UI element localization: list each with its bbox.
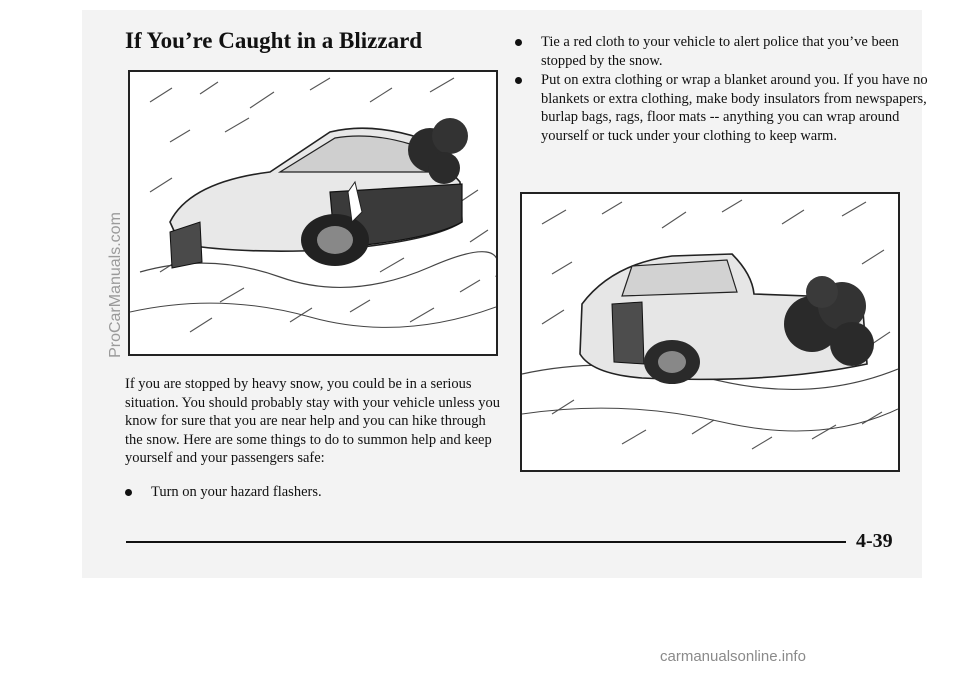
bullet-red-cloth: [515, 33, 926, 70]
car-in-blizzard-illustration: [128, 70, 498, 356]
page-title: If You’re Caught in a Blizzard: [125, 28, 423, 53]
bullet-text: Turn on your hazard flashers.: [151, 484, 322, 500]
intro-paragraph: If you are stopped by heavy snow, you could be in a serious situation. You should probably stay with your vehicle unless you know for sure that you are near help and you can hike through the snow. Here are some things to do to summon help and keep yourself and your passengers safe:: [125, 376, 500, 466]
side-watermark: [96, 195, 136, 375]
page-number: 4-39: [856, 530, 893, 552]
pickup-in-blizzard-illustration: [520, 192, 900, 472]
bullet-dot: [125, 489, 132, 496]
footer-rule: [126, 541, 846, 543]
bullet-text: Tie a red cloth to your vehicle to alert police that you’ve been stopped by the snow.: [541, 34, 899, 69]
bullet-dot: [515, 77, 522, 84]
bullet-hazard-flashers: [125, 483, 531, 502]
bottom-watermark: carmanualsonline.info: [660, 648, 806, 665]
bullet-dot: [515, 39, 522, 46]
car-in-blizzard-drawing: [130, 72, 496, 354]
pickup-in-blizzard-drawing: [522, 194, 898, 470]
bullet-text: Put on extra clothing or wrap a blanket around you. If you have no blankets or extra clothing, make body insulators from newspapers, burlap bags, rags, floor mats -- anything you can wrap around yourself or tuck under your clothing to keep warm.: [541, 72, 928, 144]
bullet-extra-clothing: [515, 71, 931, 145]
side-watermark-text: ProCarManuals.com: [107, 212, 125, 358]
